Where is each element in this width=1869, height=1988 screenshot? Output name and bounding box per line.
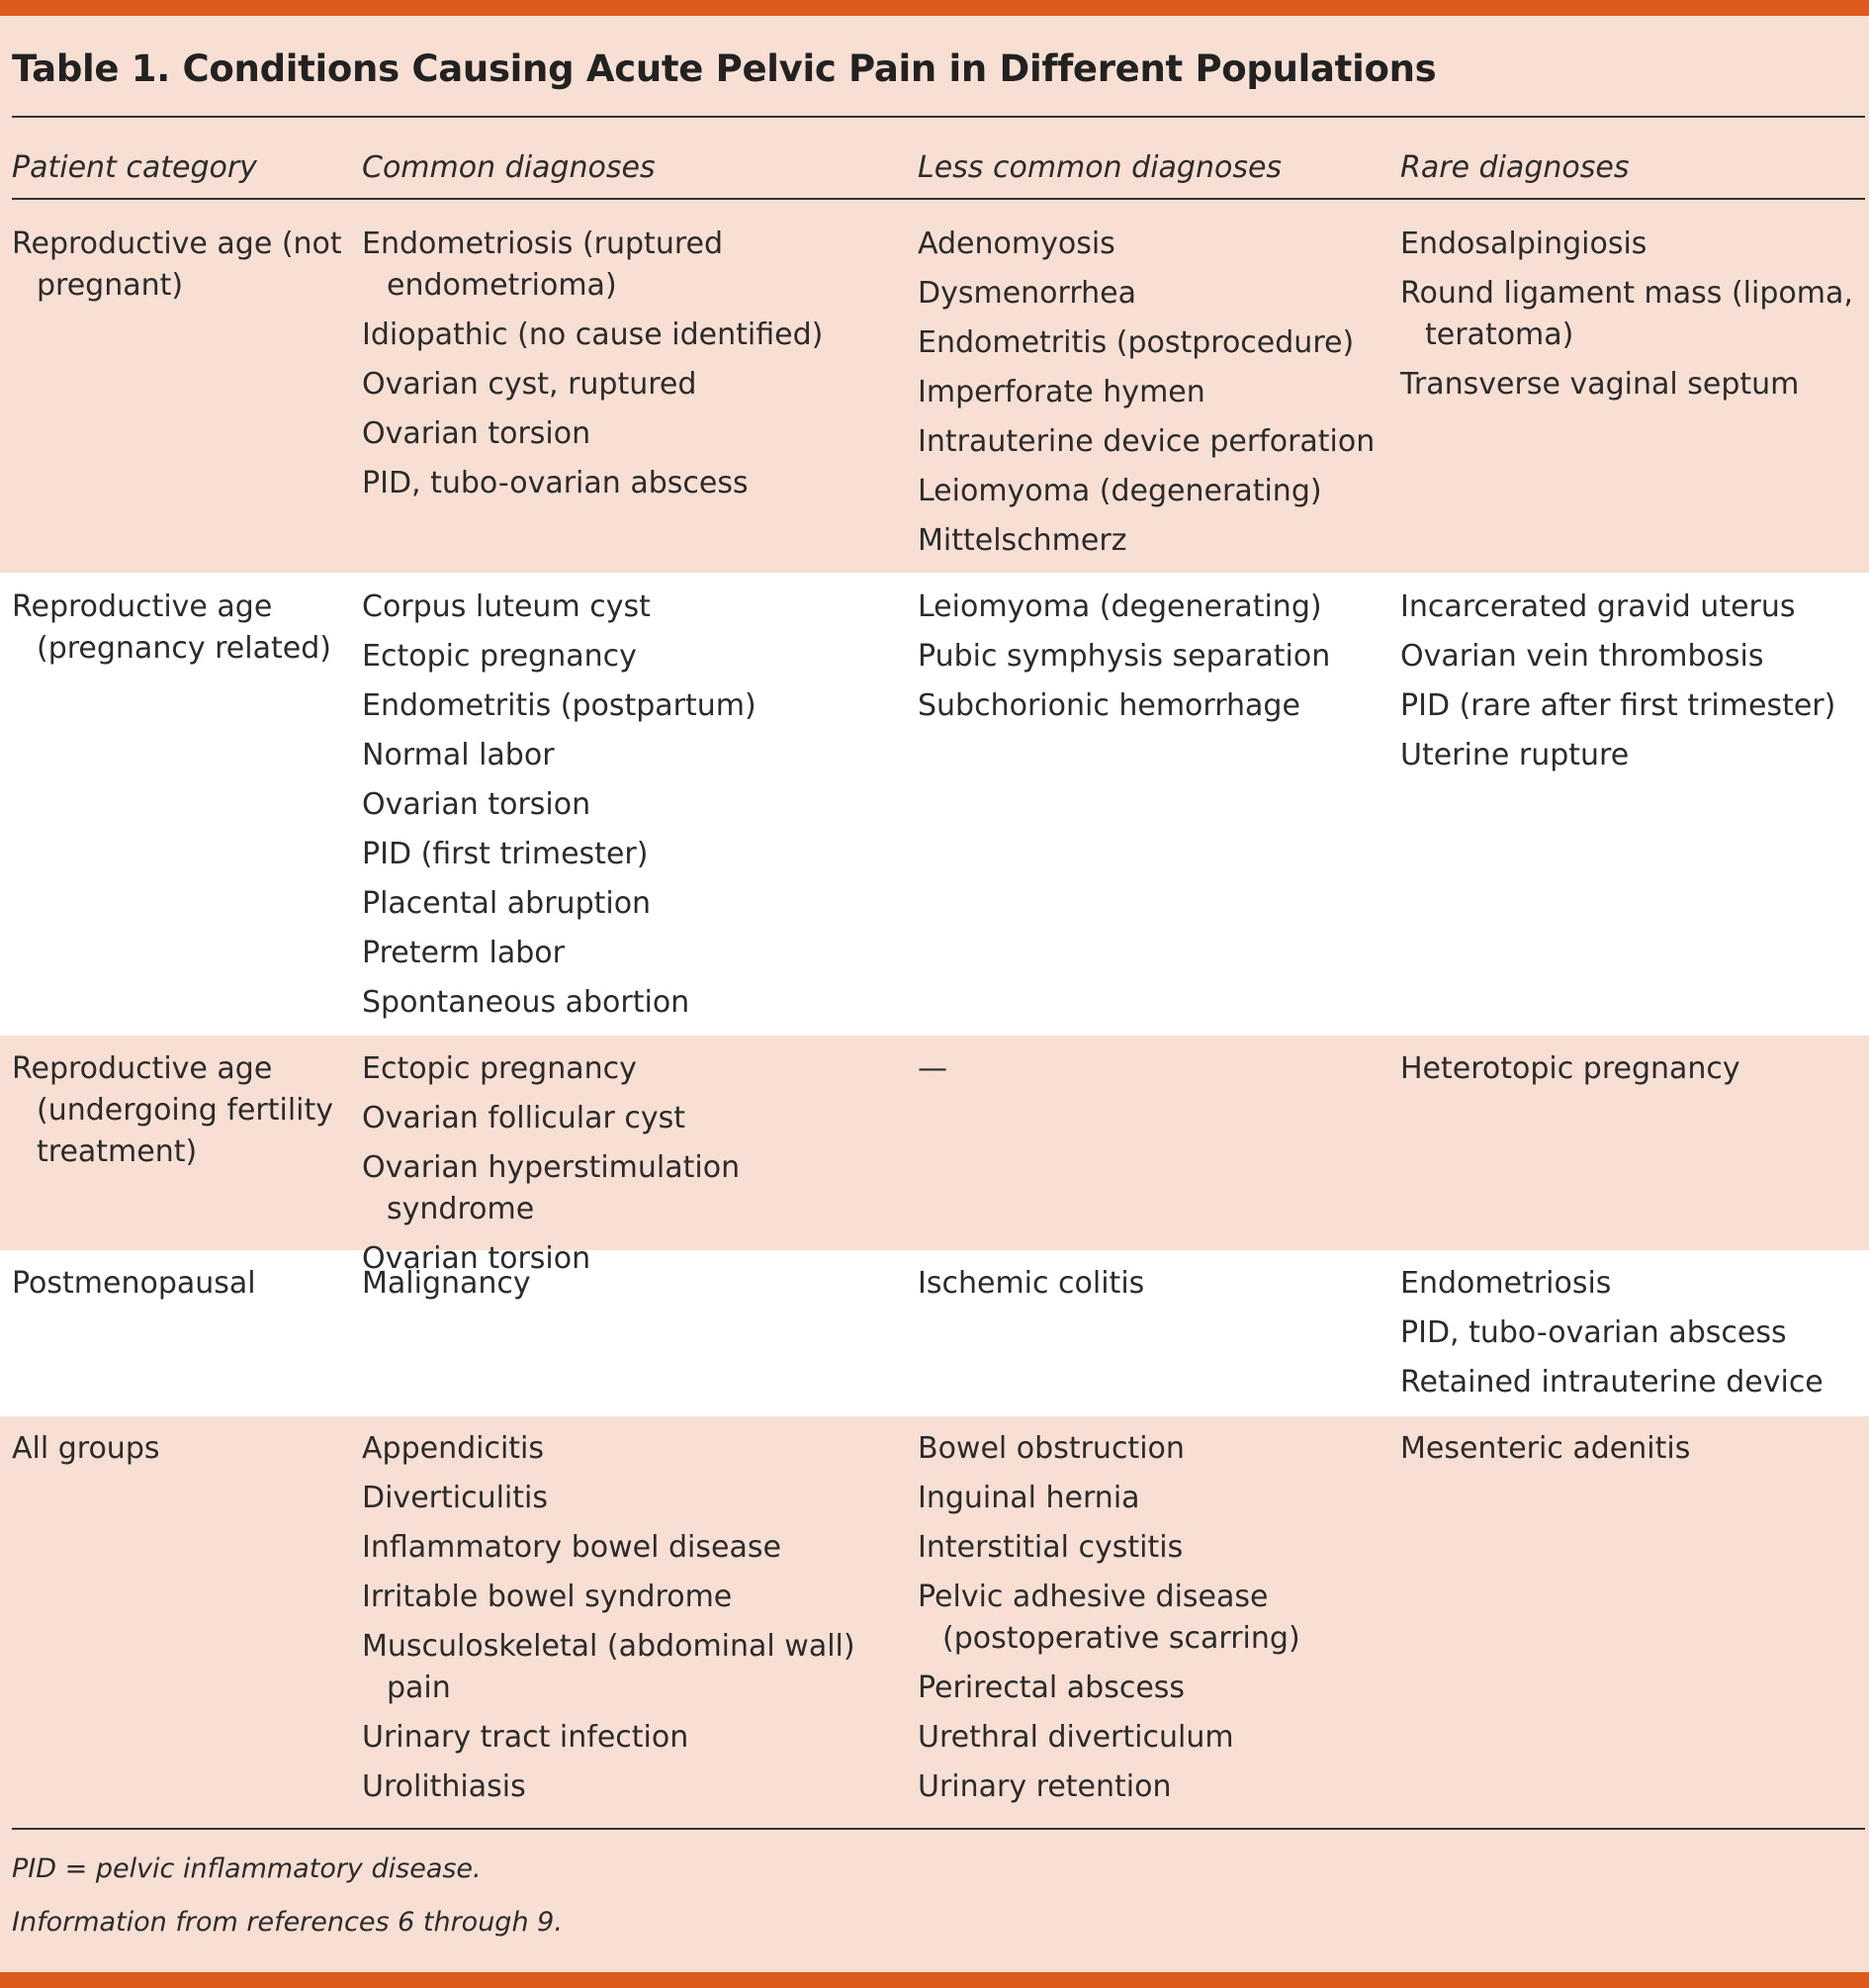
row-pregnancy-rare [1400,587,1865,784]
list-item: Urinary retention [918,1769,1172,1804]
list-item: Retained intrauterine device [1400,1365,1824,1400]
header-common-diagnoses: Common diagnoses [362,150,656,185]
list-item: Ovarian torsion [362,416,591,451]
list-item: Ovarian follicular cyst [362,1101,686,1135]
row-all-groups-common [362,1428,896,1816]
list-item: Inguinal hernia [918,1481,1140,1515]
list-item: Perirectal abscess [918,1671,1186,1705]
list-item: Intrauterine device perforation [918,424,1376,459]
list-item: Endometriosis [1400,1266,1612,1301]
list-item: Uterine rupture [1400,738,1630,772]
list-item: Ectopic pregnancy [362,639,637,674]
list-item: Ovarian cyst, ruptured [362,367,697,402]
row-postmenopausal-less-common [918,1263,1379,1312]
list-item: Dysmenorrhea [918,276,1137,311]
list-item: Preterm labor [362,936,565,970]
header-less-common-diagnoses: Less common diagnoses [918,150,1283,185]
list-item: Ovarian torsion [362,787,591,822]
list-item: Idiopathic (no cause identified) [362,317,824,352]
header-rare-diagnoses: Rare diagnoses [1400,150,1630,185]
list-item: Incarcerated gravid uterus [1400,589,1796,624]
list-item: Interstitial cystitis [918,1530,1184,1565]
list-item: Spontaneous abortion [362,985,690,1020]
top-accent-bar [0,0,1869,16]
row-all-groups-category [12,1428,348,1478]
list-item: Ovarian vein thrombosis [1400,639,1764,674]
list-item: Irritable bowel syndrome [362,1580,733,1614]
category-label: Reproductive age (undergoing fertility treatment) [12,1051,333,1169]
category-label: Postmenopausal [12,1266,256,1301]
footer-rule [12,1828,1865,1830]
list-item: Ovarian torsion [362,1241,591,1276]
row-not-pregnant-rare [1400,224,1865,413]
row-pregnancy-less-common [918,587,1379,735]
list-item: Placental abruption [362,886,652,921]
bottom-accent-bar [0,1972,1869,1988]
row-fertility-category [12,1048,348,1181]
list-item: Bowel obstruction [918,1431,1185,1466]
list-item: Adenomyosis [918,226,1115,261]
list-item: Diverticulitis [362,1481,548,1515]
list-item: PID (first trimester) [362,837,649,871]
list-item: Endosalpingiosis [1400,226,1647,261]
row-all-groups-less-common [918,1428,1379,1816]
row-fertility-less-common [918,1048,1379,1098]
list-item: Pelvic adhesive disease (postoperative scarring) [918,1580,1300,1656]
row-fertility-common [362,1048,896,1288]
list-item: Endometriosis (ruptured endometrioma) [362,226,724,303]
list-item: Musculoskeletal (abdominal wall) pain [362,1629,855,1705]
row-postmenopausal-category [12,1263,348,1312]
list-item: Mittelschmerz [918,523,1127,558]
row-not-pregnant-common [362,224,896,512]
category-label: All groups [12,1431,160,1466]
list-item: Imperforate hymen [918,375,1205,409]
list-item: PID (rare after first trimester) [1400,688,1836,723]
title-rule [12,116,1865,118]
list-item: Ectopic pregnancy [362,1051,637,1086]
list-item: Corpus luteum cyst [362,589,651,624]
row-pregnancy-category [12,587,348,678]
list-item: Appendicitis [362,1431,545,1466]
list-item: Urinary tract infection [362,1720,689,1755]
row-postmenopausal-rare [1400,1263,1865,1411]
list-item: Ovarian hyperstimulation syndrome [362,1150,741,1226]
row-not-pregnant-category [12,224,348,315]
list-item: Heterotopic pregnancy [1400,1051,1740,1086]
list-item: Pubic symphysis separation [918,639,1331,674]
list-item: Mesenteric adenitis [1400,1431,1691,1466]
list-item: Inflammatory bowel disease [362,1530,781,1565]
row-fertility-rare [1400,1048,1865,1098]
list-item: PID, tubo-ovarian abscess [362,466,749,500]
list-item: Subchorionic hemorrhage [918,688,1300,723]
list-item: Round ligament mass (lipoma, teratoma) [1400,276,1853,352]
list-item: Ischemic colitis [918,1266,1145,1301]
row-not-pregnant-less-common [918,224,1379,570]
footnote-source: Information from references 6 through 9. [12,1907,563,1938]
table-title: Table 1. Conditions Causing Acute Pelvic Pain in Different Populations [12,47,1437,90]
category-label: Reproductive age (not pregnant) [12,226,342,303]
list-item: Urolithiasis [362,1769,526,1804]
header-patient-category: Patient category [12,150,257,185]
list-item: PID, tubo-ovarian abscess [1400,1315,1787,1350]
list-item: Endometritis (postpartum) [362,688,756,723]
list-item: Endometritis (postprocedure) [918,325,1355,360]
list-item: — [918,1051,947,1086]
category-label: Reproductive age (pregnancy related) [12,589,331,666]
list-item: Urethral diverticulum [918,1720,1234,1755]
list-item: Leiomyoma (degenerating) [918,589,1322,624]
list-item: Normal labor [362,738,555,772]
list-item: Leiomyoma (degenerating) [918,474,1322,508]
footnote-abbreviation: PID = pelvic inflammatory disease. [12,1853,482,1884]
row-postmenopausal-common [362,1263,896,1312]
row-all-groups-rare [1400,1428,1865,1478]
list-item: Transverse vaginal septum [1400,367,1800,402]
header-rule [12,198,1865,200]
row-pregnancy-common [362,587,896,1032]
list-item: Malignancy [362,1266,531,1301]
